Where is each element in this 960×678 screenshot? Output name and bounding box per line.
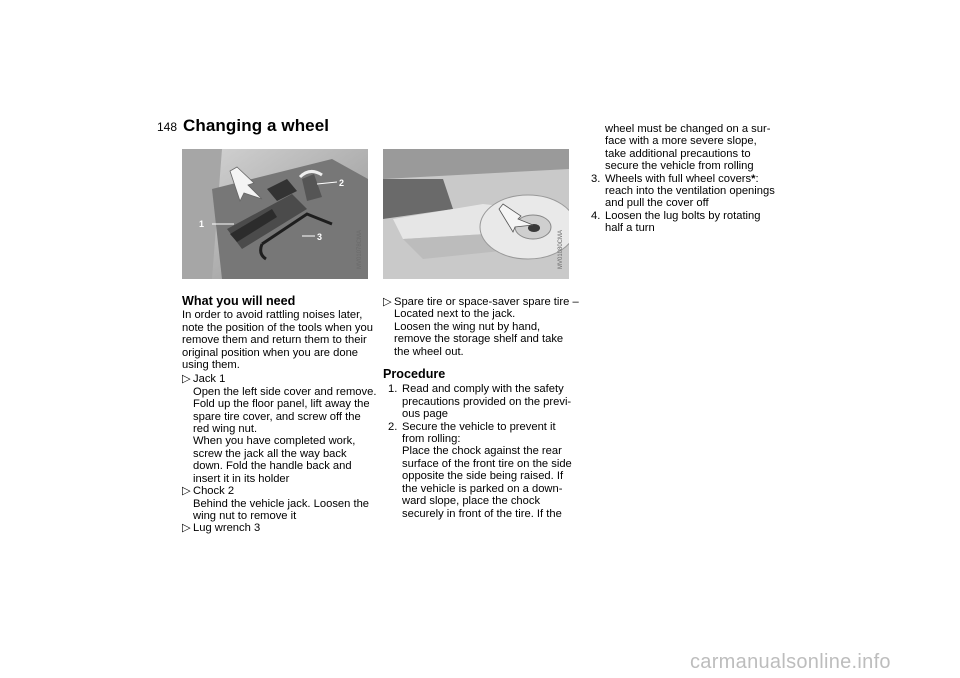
step-text: wheel must be changed on a sur-face with a more severe slope, take additional precautions to secure the vehicle from rolling — [605, 123, 771, 173]
item-text: When you have completed work, screw the jack all the way back down. Fold the handle back and insert it in its holder — [193, 435, 356, 485]
step-number: 1. — [388, 383, 398, 396]
photo-code: MV01080CMA — [558, 229, 564, 269]
column-2 — [383, 296, 579, 520]
step-number: 2. — [388, 420, 398, 433]
bullet-icon: ▷ — [383, 296, 392, 308]
section-heading: Procedure — [383, 367, 446, 382]
callout-1: 1 — [199, 219, 205, 229]
section-heading: What you will need — [182, 294, 296, 308]
item-text: Open the left side cover and remove. Fold up the floor panel, lift away the spare tire cover, and screw off the red wing nut. — [193, 385, 377, 436]
step-item — [383, 383, 579, 420]
step-number: 4. — [591, 209, 601, 222]
watermark: carmanualsonline.info — [690, 651, 891, 673]
item-label: Spare tire or space-saver spare tire – Located next to the jack. — [394, 296, 579, 321]
list-item — [182, 522, 377, 534]
step-text: reach into the ventilation openings and pull the cover off — [605, 185, 775, 210]
bullet-icon: ▷ — [182, 522, 191, 535]
item-text: Behind the vehicle jack. Loosen the wing nut to remove it — [193, 497, 370, 522]
page-title: Changing a wheel — [183, 116, 330, 135]
list-item — [182, 485, 377, 522]
list-item — [182, 373, 377, 485]
step-item — [586, 173, 776, 210]
tools-illustration — [182, 149, 368, 279]
tools-photo — [182, 149, 368, 279]
step-continuation — [586, 123, 776, 173]
intro-text: In order to avoid rattling noises later, note the position of the tools when you remove them and return them to their original position when you are done using them. — [182, 309, 373, 372]
item-label: Jack 1 — [193, 373, 226, 386]
column-1 — [182, 295, 377, 535]
page-number: 148 — [157, 120, 178, 134]
step-text: Place the chock against the rear surface of the front tire on the side opposite the side being raised. If the vehicle is parked on a down-ward slope, place the chock securely in front of the tire. If the — [402, 445, 572, 520]
bullet-icon: ▷ — [182, 373, 191, 386]
optional-equipment-star: * — [751, 172, 756, 185]
column-3 — [586, 123, 776, 235]
callout-2: 2 — [339, 178, 345, 188]
bullet-icon: ▷ — [182, 485, 191, 498]
item-label: Lug wrench 3 — [193, 522, 261, 535]
step-item — [383, 421, 579, 520]
step-number: 3. — [591, 172, 601, 185]
item-label: Chock 2 — [193, 485, 235, 498]
step-text: Read and comply with the safety precautions provided on the previ-ous page — [402, 383, 572, 421]
callout-3: 3 — [317, 232, 323, 242]
spare-tire-illustration — [383, 149, 569, 279]
spare-tire-photo — [383, 149, 569, 279]
step-text: Loosen the lug bolts by rotating half a turn — [605, 209, 761, 235]
photo-code: MV01078CMA — [357, 229, 363, 269]
step-item — [586, 210, 776, 235]
list-item — [383, 296, 579, 358]
step-text: Wheels with full wheel covers*: — [605, 172, 759, 185]
item-text: Loosen the wing nut by hand, remove the storage shelf and take the wheel out. — [394, 320, 564, 358]
step-text: Secure the vehicle to prevent it from rolling: — [402, 420, 556, 446]
